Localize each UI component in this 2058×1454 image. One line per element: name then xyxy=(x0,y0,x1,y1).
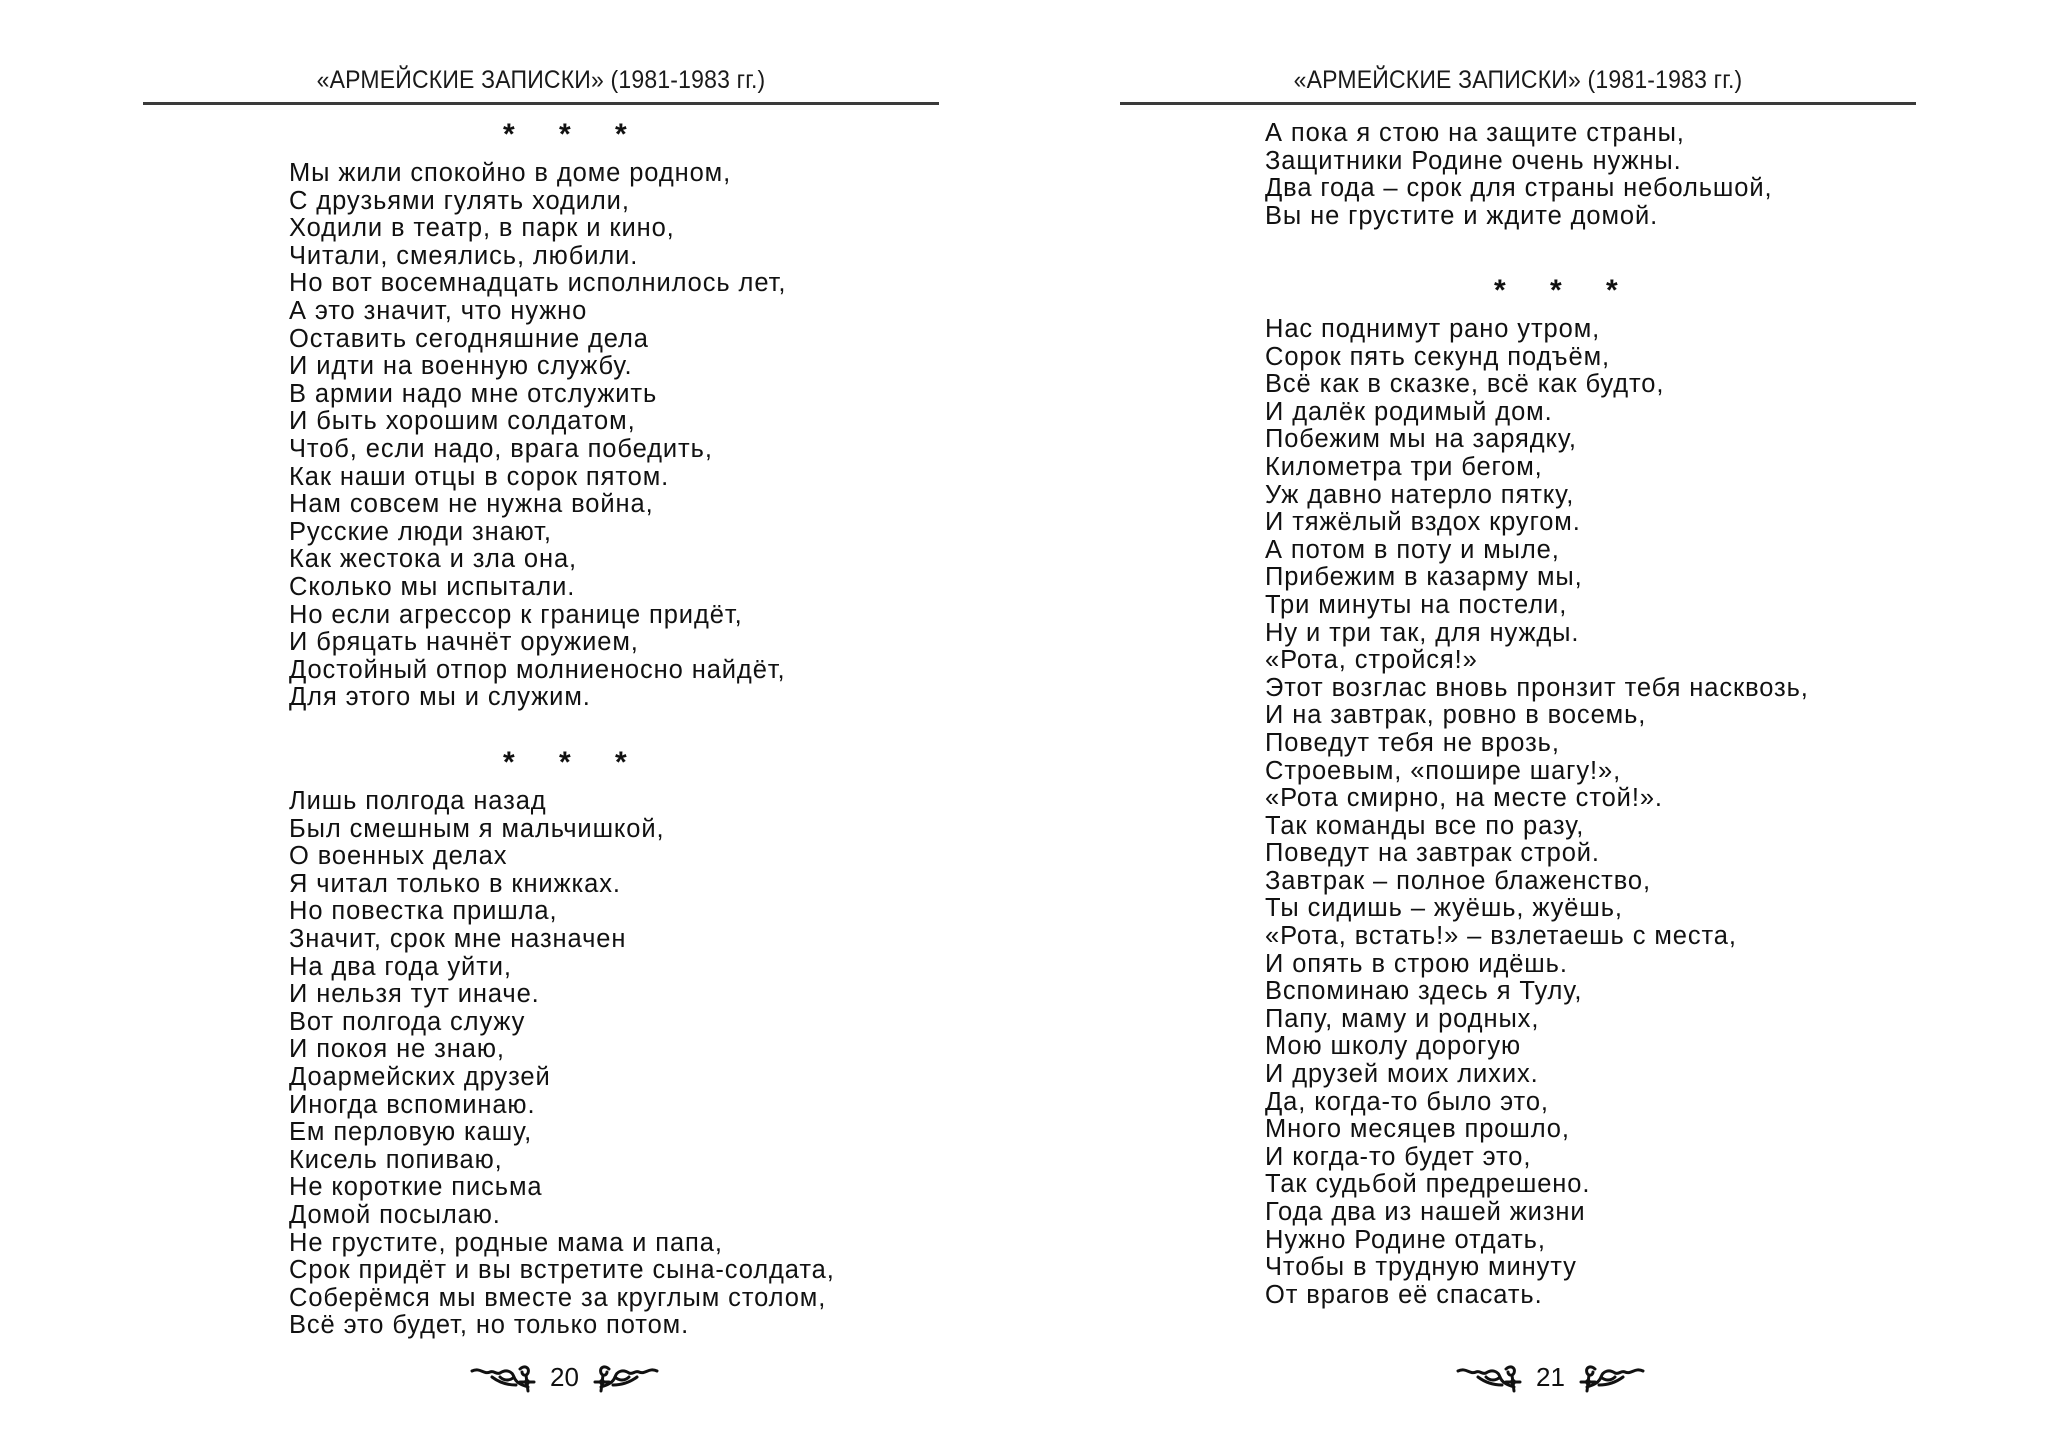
scroll-ornament-icon xyxy=(1456,1363,1524,1393)
verse-line: Не грустите, родные мама и папа, xyxy=(289,1228,723,1257)
page-folio xyxy=(1456,1362,1645,1393)
verse-line: На два года уйти, xyxy=(289,952,512,981)
verse-line: Года два из нашей жизни xyxy=(1265,1198,1586,1226)
verse-line: И на завтрак, ровно в восемь, xyxy=(1265,701,1647,730)
verse-line: И бряцать начнёт оружием, xyxy=(289,628,639,657)
verse-line: Достойный отпор молниеносно найдёт, xyxy=(289,655,786,684)
verse-line: А потом в поту и мыле, xyxy=(1265,535,1560,564)
verse-line: Для этого мы и служим. xyxy=(289,683,591,712)
verse-line: Кисель попиваю, xyxy=(289,1145,503,1174)
verse-line: Сорок пять секунд подъём, xyxy=(1265,342,1611,371)
verse-line: Всё как в сказке, всё как будто, xyxy=(1265,370,1665,399)
verse-line: Ну и три так, для нужды. xyxy=(1265,618,1580,647)
verse-line: Русские люди знают, xyxy=(289,517,552,546)
verse-line: Домой посылаю. xyxy=(289,1200,501,1229)
verse-line: Много месяцев прошло, xyxy=(1265,1115,1570,1144)
verse-line: Был смешным я мальчишкой, xyxy=(289,814,665,843)
verse-line: Ем перловую кашу, xyxy=(289,1118,533,1147)
verse-line: Три минуты на постели, xyxy=(1265,590,1568,619)
verse-line: Как жестока и зла она, xyxy=(289,545,578,574)
verse-line: Соберёмся мы вместе за круглым столом, xyxy=(289,1283,827,1312)
verse-line: Читали, смеялись, любили. xyxy=(289,241,639,270)
verse-line: Километра три бегом, xyxy=(1265,452,1543,481)
verse-line: Строевым, «пошире шагу!», xyxy=(1265,756,1622,785)
verse-line: И нельзя тут иначе. xyxy=(289,980,540,1009)
poem-separator: * * * xyxy=(503,746,645,779)
verse-line: Иногда вспоминаю. xyxy=(289,1090,536,1119)
verse-line: Поведут на завтрак строй. xyxy=(1265,839,1600,868)
verse-line: Всё это будет, но только потом. xyxy=(289,1311,690,1340)
scroll-ornament-icon xyxy=(470,1363,538,1393)
verse-line: Не короткие письма xyxy=(289,1173,543,1202)
verse-line: И идти на военную службу. xyxy=(289,352,633,381)
verse-line: Нам совсем не нужна война, xyxy=(289,490,654,519)
verse-line: «Рота, стройся!» xyxy=(1265,646,1478,675)
verse-line: Так команды все по разу, xyxy=(1265,811,1585,840)
verse-line: О военных делах xyxy=(289,842,508,871)
verse-line: Ходили в театр, в парк и кино, xyxy=(289,214,675,243)
verse-line: Чтобы в трудную минуту xyxy=(1265,1253,1577,1282)
verse-line: Прибежим в казарму мы, xyxy=(1265,563,1583,592)
verse-line: Срок придёт и вы встретите сына-солдата, xyxy=(289,1256,835,1285)
scroll-ornament-icon xyxy=(591,1363,659,1393)
verse-line: Папу, маму и родных, xyxy=(1265,1004,1540,1033)
verse-line: Но вот восемнадцать исполнилось лет, xyxy=(289,269,787,298)
poem-2 xyxy=(289,788,835,1340)
verse-line: И когда-то будет это, xyxy=(1265,1142,1532,1171)
verse-line: И быть хорошим солдатом, xyxy=(289,407,636,436)
verse-line: Завтрак – полное блаженство, xyxy=(1265,866,1651,895)
verse-line: Ты сидишь – жуёшь, жуёшь, xyxy=(1265,894,1623,923)
verse-line: Чтоб, если надо, врага победить, xyxy=(289,434,713,463)
verse-line: Но если агрессор к границе придёт, xyxy=(289,600,743,629)
verse-line: Но повестка пришла, xyxy=(289,897,558,926)
page-folio xyxy=(470,1362,659,1393)
verse-line: И далёк родимый дом. xyxy=(1265,397,1553,426)
verse-line: И опять в строю идёшь. xyxy=(1265,949,1568,978)
verse-line: Значит, срок мне назначен xyxy=(289,924,627,953)
poem-continuation xyxy=(1265,120,1773,230)
verse-line: Два года – срок для страны небольшой, xyxy=(1265,174,1773,203)
page-number: 21 xyxy=(1536,1362,1565,1392)
verse-line: «Рота, встать!» – взлетаешь с места, xyxy=(1265,922,1737,951)
header-rule xyxy=(143,102,939,105)
verse-line: Вот полгода служу xyxy=(289,1007,526,1036)
verse-line: А пока я стою на защите страны, xyxy=(1265,119,1685,147)
page-number: 20 xyxy=(550,1362,579,1392)
verse-line: Вы не грустите и ждите домой. xyxy=(1265,201,1659,230)
verse-line: Как наши отцы в сорок пятом. xyxy=(289,462,670,491)
verse-line: Лишь полгода назад xyxy=(289,787,547,815)
verse-line: Доармейских друзей xyxy=(289,1062,551,1091)
verse-line: Оставить сегодняшние дела xyxy=(289,324,649,353)
verse-line: И покоя не знаю, xyxy=(289,1035,505,1064)
verse-line: «Рота смирно, на месте стой!». xyxy=(1265,784,1663,813)
right-page xyxy=(1029,0,2058,1454)
verse-line: Вспоминаю здесь я Тулу, xyxy=(1265,977,1583,1006)
verse-line: Так судьбой предрешено. xyxy=(1265,1170,1591,1199)
verse-line: Мы жили спокойно в доме родном, xyxy=(289,159,732,187)
poem-3 xyxy=(1265,316,1809,1309)
poem-1 xyxy=(289,160,786,712)
verse-line: Защитники Родине очень нужны. xyxy=(1265,146,1682,175)
verse-line: Я читал только в книжках. xyxy=(289,869,621,898)
verse-line: Нас поднимут рано утром, xyxy=(1265,315,1601,343)
verse-line: Поведут тебя не врозь, xyxy=(1265,728,1560,757)
running-head: «АРМЕЙСКИЕ ЗАПИСКИ» (1981-1983 гг.) xyxy=(1293,66,1743,94)
poem-separator: * * * xyxy=(503,118,645,151)
verse-line: Уж давно натерло пятку, xyxy=(1265,480,1575,509)
verse-line: В армии надо мне отслужить xyxy=(289,379,658,408)
verse-line: И друзей моих лихих. xyxy=(1265,1060,1539,1089)
verse-line: От врагов её спасать. xyxy=(1265,1280,1543,1309)
scroll-ornament-icon xyxy=(1577,1363,1645,1393)
verse-line: Да, когда-то было это, xyxy=(1265,1087,1549,1116)
verse-line: И тяжёлый вздох кругом. xyxy=(1265,508,1581,537)
verse-line: Нужно Родине отдать, xyxy=(1265,1225,1546,1254)
verse-line: Этот возглас вновь пронзит тебя насквозь, xyxy=(1265,673,1809,702)
verse-line: Мою школу дорогую xyxy=(1265,1032,1522,1061)
verse-line: Побежим мы на зарядку, xyxy=(1265,425,1577,454)
verse-line: А это значит, что нужно xyxy=(289,296,588,325)
header-rule xyxy=(1120,102,1916,105)
poem-separator: * * * xyxy=(1494,274,1636,307)
verse-line: Сколько мы испытали. xyxy=(289,572,576,601)
verse-line: С друзьями гулять ходили, xyxy=(289,186,630,215)
running-head: «АРМЕЙСКИЕ ЗАПИСКИ» (1981-1983 гг.) xyxy=(316,66,766,94)
